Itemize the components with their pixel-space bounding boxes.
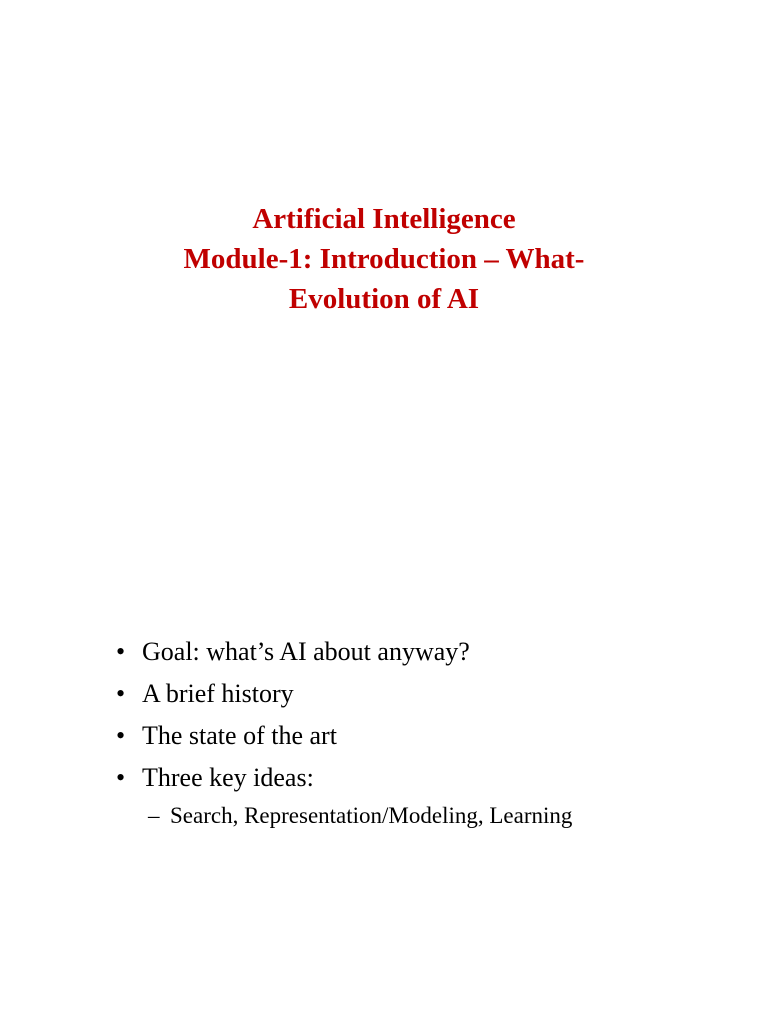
bullet-text: Three key ideas:	[142, 763, 314, 792]
sub-bullet-text: Search, Representation/Modeling, Learning	[170, 803, 573, 828]
title-line-1: Artificial Intelligence	[252, 203, 516, 235]
bullet-marker: •	[116, 679, 126, 708]
title-line-2: Module-1: Introduction – What-	[183, 243, 585, 275]
slide-title	[0, 199, 768, 319]
bullet-list	[116, 631, 572, 833]
title-line-3: Evolution of AI	[288, 283, 480, 315]
bullet-text: Goal: what’s AI about anyway?	[142, 637, 470, 666]
sub-bullet-item-key-ideas-list	[148, 799, 572, 833]
sub-bullet-marker: –	[148, 803, 160, 828]
bullet-marker: •	[116, 721, 126, 750]
bullet-item-state-of-art	[116, 715, 572, 757]
bullet-item-goal	[116, 631, 572, 673]
bullet-item-key-ideas	[116, 757, 572, 799]
bullet-item-history	[116, 673, 572, 715]
bullet-marker: •	[116, 637, 126, 666]
bullet-text: The state of the art	[142, 721, 337, 750]
bullet-text: A brief history	[142, 679, 294, 708]
bullet-marker: •	[116, 763, 126, 792]
